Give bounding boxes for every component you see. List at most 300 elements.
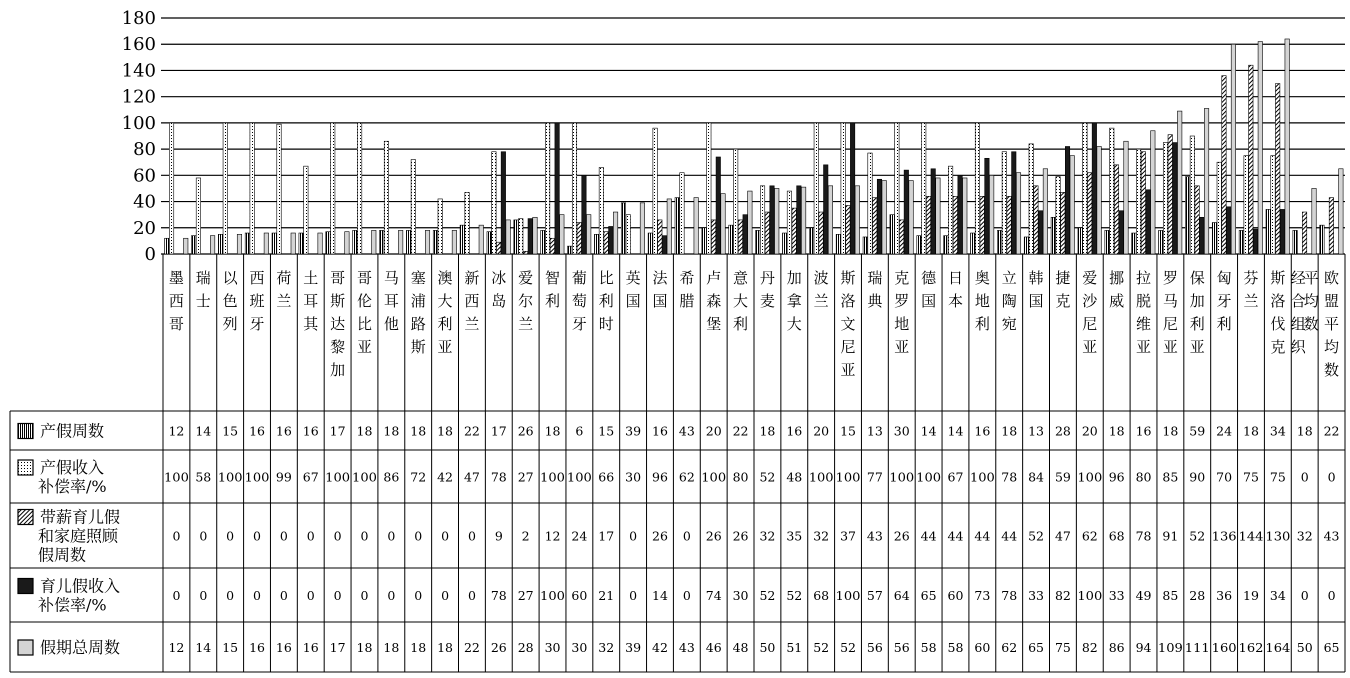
bar-maternity-pay-rate [841,123,845,254]
bar-maternity-weeks [756,230,760,254]
bar-parental-leave-weeks [1168,135,1172,254]
table-cell: 0 [467,528,476,544]
bar-total-weeks [506,220,510,254]
bar-maternity-weeks [326,232,330,254]
bar-parental-pay-rate [1038,211,1042,254]
bar-total-weeks [855,186,859,254]
table-cell: 162 [1238,640,1264,655]
table-cell: 17 [329,640,346,655]
bar-maternity-pay-rate [760,186,764,254]
bar-maternity-weeks [1024,237,1028,254]
country-label: 比利时 [598,269,614,333]
table-cell: 100 [835,469,861,485]
bar-maternity-pay-rate [1136,149,1140,254]
table-cell: 78 [1135,528,1152,544]
table-cell: 15 [598,423,615,439]
table-cell: 67 [302,469,319,485]
table-cell: 62 [678,469,695,485]
bar-total-weeks [479,225,483,254]
table-cell: 0 [1300,469,1309,485]
table-cell: 100 [217,469,243,485]
table-cell: 144 [1238,528,1264,544]
table-cell: 18 [410,423,427,439]
table-cell: 26 [893,528,910,544]
table-cell: 52 [759,588,776,603]
table-cell: 13 [1028,423,1045,439]
bar-maternity-pay-rate [1217,162,1221,254]
bar-total-weeks [210,236,214,254]
country-label: 瑞典 [867,269,883,310]
table-cell: 52 [1189,528,1206,544]
bar-maternity-pay-rate [1163,143,1167,254]
bar-parental-pay-rate [1146,190,1150,254]
country-label: 英国 [625,269,641,310]
table-cell: 78 [490,469,507,485]
diagonal-lines-icon [18,510,33,525]
table-cell: 0 [629,588,638,603]
table-cell: 100 [969,469,995,485]
table-cell: 32 [1296,528,1313,544]
bar-maternity-pay-rate [223,123,227,254]
table-cell: 82 [1054,588,1071,603]
table-cell: 0 [172,588,181,603]
bar-maternity-weeks [1212,223,1216,254]
table-cell: 62 [1081,528,1098,544]
bar-maternity-weeks [514,220,518,254]
table-cell: 0 [387,528,396,544]
bar-maternity-pay-rate [1002,152,1006,254]
y-tick-label: 120 [121,86,156,108]
bar-maternity-weeks [218,234,222,254]
table-cell: 136 [1211,528,1237,544]
table-cell: 22 [463,640,480,655]
bar-total-weeks [1339,169,1343,254]
bar-maternity-pay-rate [196,178,200,254]
bar-maternity-pay-rate [1083,123,1087,254]
bar-parental-leave-weeks [1007,196,1011,254]
table-cell: 65 [1323,640,1340,655]
bar-parental-leave-weeks [523,251,527,254]
y-tick-label: 160 [121,34,156,56]
table-cell: 44 [974,528,991,544]
table-cell: 100 [916,469,942,485]
bar-parental-pay-rate [797,186,801,254]
table-cell: 49 [1135,588,1152,603]
table-cell: 56 [893,640,910,655]
table-cell: 39 [625,423,642,439]
table-cell: 0 [226,588,235,603]
country-label: 爱沙尼亚 [1082,269,1098,356]
bar-parental-pay-rate [770,186,774,254]
bar-maternity-pay-rate [438,199,442,254]
table-cell: 44 [920,528,937,544]
bar-maternity-weeks [648,233,652,254]
table-cell: 62 [1001,640,1018,655]
table-cell: 26 [490,640,507,655]
country-label: 保加利亚 [1189,269,1205,356]
bar-maternity-pay-rate [545,123,549,254]
bar-maternity-weeks [460,225,464,254]
country-label: 智利 [545,269,561,310]
bar-maternity-pay-rate [707,123,711,254]
table-cell: 52 [840,640,856,655]
table-cell: 16 [1135,423,1152,439]
table-cell: 6 [575,423,584,439]
bar-total-weeks [1097,146,1101,254]
table-cell: 75 [1269,469,1286,485]
table-cell: 15 [840,423,856,439]
table-cell: 28 [1189,588,1206,603]
bar-maternity-weeks [191,236,195,254]
table-cell: 52 [786,588,803,603]
row-label: 带薪育儿假 [40,507,121,527]
table-cell: 27 [517,588,534,603]
bar-total-weeks [989,175,993,254]
table-cell: 100 [325,469,351,485]
table-cell: 16 [786,423,803,439]
table-cell: 91 [1162,528,1179,544]
bar-maternity-pay-rate [653,128,657,254]
bar-maternity-pay-rate [1056,177,1060,254]
table-cell: 0 [1327,469,1336,485]
bar-parental-pay-rate [582,175,586,254]
bar-parental-pay-rate [1226,207,1230,254]
row-label: 和家庭照顾 [38,526,119,546]
bar-maternity-weeks [1078,228,1082,254]
table-cell: 16 [974,423,991,439]
bar-total-weeks [318,233,322,254]
bar-total-weeks [425,230,429,254]
bar-parental-pay-rate [662,236,666,254]
table-cell: 52 [759,469,776,485]
table-cell: 22 [732,423,749,439]
table-cell: 86 [383,469,400,485]
table-cell: 96 [1108,469,1125,485]
country-label: 克罗地亚 [894,269,910,356]
table-cell: 0 [414,528,423,544]
country-label: 韩国 [1028,269,1044,310]
bar-total-weeks [1312,188,1316,254]
bar-parental-leave-weeks [496,242,500,254]
bar-total-weeks [909,181,913,254]
table-cell: 43 [678,640,695,655]
table-cell: 18 [383,423,400,439]
table-cell: 44 [947,528,964,544]
bar-maternity-weeks [1266,209,1270,254]
table-cell: 17 [329,423,346,439]
country-label: 以色列 [222,269,238,333]
table-cell: 86 [1108,640,1125,655]
table-cell: 33 [1028,588,1045,603]
table-cell: 17 [598,528,615,544]
bar-parental-pay-rate [904,170,908,254]
bar-parental-leave-weeks [1034,186,1038,254]
bar-maternity-weeks [568,246,572,254]
table-cell: 48 [732,640,749,655]
bar-maternity-weeks [836,234,840,254]
bar-maternity-weeks [541,230,545,254]
bar-parental-pay-rate [824,165,828,254]
bar-maternity-pay-rate [1190,136,1194,254]
table-cell: 14 [195,423,212,439]
bar-total-weeks [1231,44,1235,254]
table-cell: 0 [360,588,369,603]
bar-maternity-pay-rate [680,173,684,254]
country-label: 西班牙 [249,269,265,333]
row-label: 补偿率/% [38,477,107,496]
bar-parental-leave-weeks [1141,152,1145,254]
bar-maternity-pay-rate [895,123,899,254]
bar-maternity-weeks [917,236,921,254]
bar-maternity-weeks [1159,230,1163,254]
table-cell: 14 [652,588,668,603]
table-cell: 14 [195,640,212,655]
country-label: 葡萄牙 [571,269,587,333]
bar-total-weeks [264,233,268,254]
bar-maternity-pay-rate [250,123,254,254]
row-label: 产假周数 [40,421,105,441]
bar-maternity-pay-rate [1271,156,1275,254]
bar-parental-leave-weeks [765,212,769,254]
table-cell: 18 [1162,423,1179,439]
table-cell: 99 [275,469,292,485]
bar-maternity-pay-rate [465,192,469,254]
table-cell: 59 [1189,423,1206,439]
table-cell: 64 [893,588,910,603]
bar-maternity-weeks [487,232,491,254]
row-label: 补偿率/% [38,595,107,615]
table-cell: 0 [387,588,396,603]
table-cell: 100 [540,588,566,603]
table-cell: 17 [490,423,507,439]
row-label: 假周数 [38,545,87,565]
bar-total-weeks [291,233,295,254]
bar-maternity-pay-rate [814,123,818,254]
bar-parental-leave-weeks [658,220,662,254]
table-cell: 0 [253,528,261,544]
bar-maternity-weeks [863,237,867,254]
table-cell: 16 [302,423,319,439]
country-label: 意大利 [733,269,749,333]
bar-parental-leave-weeks [873,198,877,254]
bar-total-weeks [1043,169,1047,254]
y-tick-label: 60 [133,165,156,187]
bar-maternity-pay-rate [1110,128,1114,254]
table-cell: 0 [226,528,235,544]
table-cell: 78 [1001,588,1018,603]
table-cell: 48 [786,469,803,485]
bar-parental-leave-weeks [1195,186,1199,254]
table-cell: 0 [279,588,288,603]
table-cell: 30 [571,640,588,655]
bar-maternity-weeks [809,228,813,254]
table-cell: 82 [1081,640,1098,655]
table-cell: 32 [759,528,776,544]
country-label: 法国 [652,269,668,310]
bar-maternity-weeks [1051,217,1055,254]
y-tick-label: 20 [133,217,156,239]
country-label: 卢森堡 [706,269,722,333]
country-label: 丹麦 [759,269,775,310]
table-cell: 60 [571,588,588,603]
table-cell: 100 [701,469,727,485]
table-cell: 16 [275,423,292,439]
bar-parental-leave-weeks [1087,173,1091,254]
table-cell: 22 [463,423,480,439]
country-label: 爱尔兰 [518,269,534,333]
bar-parental-pay-rate [931,169,935,254]
table-cell: 80 [1135,469,1152,485]
table-cell: 14 [920,423,937,439]
bar-maternity-pay-rate [922,123,926,254]
table-cell: 51 [786,640,803,655]
bar-parental-leave-weeks [953,196,957,254]
country-label: 波兰 [813,269,829,310]
table-cell: 58 [195,469,212,485]
bar-total-weeks [533,217,537,254]
table-cell: 100 [352,469,377,485]
bar-maternity-weeks [1293,230,1297,254]
table-cell: 43 [866,528,883,544]
table-cell: 0 [441,528,450,544]
dots-icon [18,460,33,475]
table-cell: 0 [172,528,181,544]
table-cell: 75 [1054,640,1071,655]
table-cell: 44 [1001,528,1018,544]
bar-parental-pay-rate [743,215,747,254]
bar-maternity-weeks [997,230,1001,254]
table-cell: 18 [544,423,561,439]
table-cell: 80 [732,469,749,485]
table-cell: 0 [414,588,423,603]
table-cell: 18 [437,423,454,439]
table-cell: 130 [1265,528,1291,544]
bar-total-weeks [936,178,940,254]
bar-parental-leave-weeks [1275,84,1279,254]
bar-parental-pay-rate [1280,209,1284,254]
table-cell: 16 [249,640,265,655]
table-cell: 111 [1184,640,1210,655]
bar-maternity-pay-rate [331,123,335,254]
y-tick-label: 80 [133,139,156,161]
country-label: 瑞士 [195,269,211,310]
table-cell: 100 [835,588,861,603]
bar-total-weeks [184,238,188,254]
y-tick-label: 40 [133,191,156,213]
country-label: 哥斯达黎加 [330,269,346,379]
table-cell: 42 [437,469,454,485]
bar-parental-pay-rate [1065,146,1069,254]
bar-parental-leave-weeks [1114,165,1118,254]
table-cell: 77 [866,469,883,485]
bar-maternity-weeks [1239,230,1243,254]
bar-parental-leave-weeks [926,196,930,254]
table-cell: 42 [652,640,668,655]
bar-parental-pay-rate [1119,211,1123,254]
table-cell: 43 [1323,528,1340,544]
table-cell: 27 [517,469,534,485]
table-cell: 56 [866,640,883,655]
table-cell: 20 [705,423,722,439]
bar-total-weeks [1016,173,1020,254]
table-cell: 9 [494,528,503,544]
table-cell: 67 [947,469,964,485]
bar-parental-leave-weeks [550,238,554,254]
bar-maternity-weeks [1105,230,1109,254]
bar-maternity-pay-rate [357,123,361,254]
table-cell: 12 [168,640,185,655]
country-label: 日本 [947,269,963,310]
table-cell: 100 [889,469,915,485]
table-cell: 74 [705,588,722,603]
bar-maternity-weeks [971,233,975,254]
bar-total-weeks [1285,39,1289,254]
table-cell: 37 [840,528,856,544]
table-cell: 30 [625,469,642,485]
table-cell: 0 [279,528,288,544]
bar-parental-leave-weeks [1061,192,1065,254]
country-label: 匈牙利 [1216,269,1232,333]
bar-maternity-weeks [594,234,598,254]
bar-parental-pay-rate [1200,217,1204,254]
table-cell: 60 [974,640,991,655]
table-cell: 0 [682,528,691,544]
bar-parental-leave-weeks [1222,76,1226,254]
row-label: 假期总周数 [40,638,121,657]
bar-maternity-weeks [729,225,733,254]
bar-parental-leave-weeks [819,212,823,254]
bar-parental-pay-rate [501,152,505,254]
bar-maternity-weeks [675,198,679,254]
bar-maternity-pay-rate [169,123,173,254]
table-cell: 70 [1216,469,1233,485]
table-cell: 96 [652,469,668,485]
y-axis-ticks [122,8,156,265]
table-cell: 0 [333,588,342,603]
country-label: 冰岛 [491,269,507,310]
table-cell: 26 [652,528,668,544]
country-label: 希腊 [679,269,695,310]
table-cell: 0 [441,588,450,603]
bar-parental-leave-weeks [792,208,796,254]
table-cell: 26 [517,423,534,439]
table-cell: 13 [866,423,883,439]
bar-maternity-pay-rate [304,166,308,254]
table-cell: 16 [302,640,319,655]
bar-parental-pay-rate [985,158,989,254]
table-cell: 100 [1077,588,1103,603]
table-cell: 15 [222,423,239,439]
bar-maternity-weeks [165,238,169,254]
table-cell: 30 [732,588,749,603]
table-cell: 22 [1323,423,1340,439]
table-cell: 164 [1265,640,1291,655]
table-cell: 24 [1216,423,1233,439]
bar-parental-leave-weeks [1329,198,1333,254]
country-label: 澳大利亚 [437,269,453,356]
bar-total-weeks [560,215,564,254]
bar-total-weeks [586,215,590,254]
table-cell: 36 [1216,588,1233,603]
bar-maternity-weeks [406,230,410,254]
bar-total-weeks [694,198,698,254]
bar-total-weeks [801,187,805,254]
table-cell: 47 [463,469,480,485]
table-cell: 0 [306,528,315,544]
country-label: 哥伦比亚 [356,269,372,356]
table-cell: 50 [759,640,776,655]
table-cell: 100 [540,469,566,485]
